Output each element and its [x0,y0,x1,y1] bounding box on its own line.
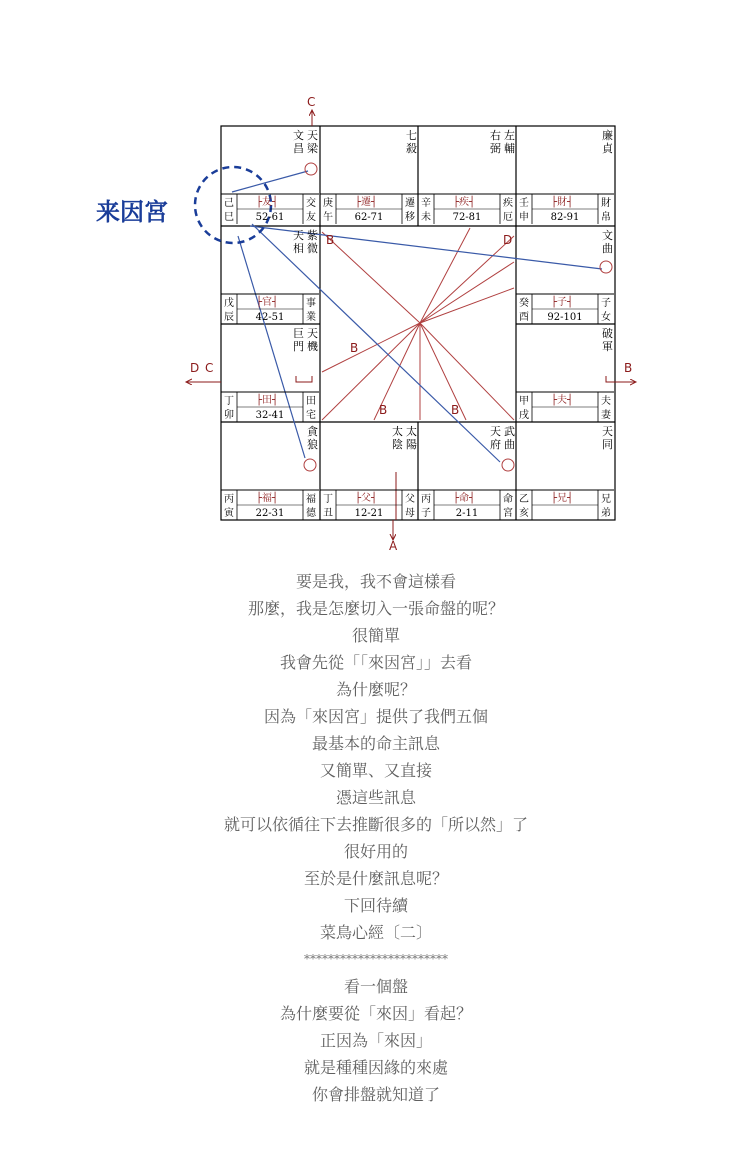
star-name-char: 狼 [307,438,318,451]
star-name-char: 太 [406,425,417,438]
star-name-char: 天 [602,425,613,438]
palace-name: ├命┤ [453,493,476,504]
star-name-char: 弼 [490,142,501,155]
palace-name: ├遷┤ [355,197,378,208]
palace-name: ├財┤ [551,197,574,208]
palace-name: ├田┤ [256,395,279,406]
palace-side-char: 事 [306,298,316,309]
palace-side-char: 宮 [503,508,513,519]
corner-mark-b: B [624,361,633,375]
text-line: 又簡單、又直接 [319,761,432,780]
palace-name: ├子┤ [551,297,574,308]
palace-side-char: 女 [601,312,611,323]
palace-stem-char: 丁 [224,396,234,407]
text-line: 就可以依循往下去推斷很多的「所以然」了 [223,815,528,834]
star-name-char: 同 [602,438,613,451]
star-name-char: 文 [602,229,613,242]
palace-stem-char: 庚 [323,198,333,209]
palace-side-char: 交 [306,198,316,209]
star-name-char: 門 [293,340,304,353]
palace-age-range: 2-11 [455,508,479,519]
palace-name: ├官┤ [256,297,279,308]
separator-stars: ************************ [304,952,448,966]
text-line: 下回待續 [343,896,408,915]
sanfang-lines [322,228,514,420]
palace-stem-char: 子 [421,508,431,519]
palace-age-range: 62-71 [354,212,384,223]
palace-stem-char: 丁 [323,494,333,505]
star-name-char: 陽 [406,438,417,451]
ziwei-chart-figure [0,0,752,560]
inner-mark-b4: B [451,403,460,417]
star-name-char: 曲 [602,242,613,255]
palace-age-range: 72-81 [452,212,482,223]
text-line: 看一個盤 [343,977,408,996]
palace-name: ├福┤ [256,493,279,504]
corner-mark-d: D [190,361,200,375]
palace-stem-char: 卯 [224,410,234,421]
palace-stem-char: 壬 [519,198,529,209]
article-body [0,568,752,1108]
text-line: 為什麼呢？ [335,680,416,699]
inner-mark-b2: B [350,341,359,355]
star-name-char: 天 [293,229,304,242]
star-name-char: 天 [490,425,501,438]
text-line: 憑這些訊息 [335,788,416,807]
corner-mark-c: C [307,95,316,109]
palace-age-range: 22-31 [255,508,285,519]
star-name-char: 曲 [504,438,515,451]
star-name-char: 輔 [504,142,515,155]
palace-side-char: 夫 [601,396,611,407]
palace-side-char: 父 [405,494,415,505]
palace-side-char: 帛 [601,212,611,223]
palace-stem-char: 戊 [224,298,234,309]
text-line: 最基本的命主訊息 [311,734,440,753]
palace-side-char: 弟 [601,508,611,519]
star-name-char: 微 [307,242,318,255]
palace-side-char: 遷 [405,198,415,209]
corner-mark-a: A [389,539,398,553]
palace-side-char: 厄 [503,212,513,223]
star-name-char: 破 [602,327,613,340]
palace-side-char: 疾 [503,198,513,209]
palace-side-char: 命 [503,494,513,505]
palace-stem-char: 酉 [519,312,529,323]
palace-age-range: 12-21 [354,508,384,519]
palace-name: ├父┤ [355,493,378,504]
palace-stem-char: 午 [323,212,333,223]
palace-side-char: 兄 [601,494,611,505]
star-name-char: 天 [307,327,318,340]
palace-stem-char: 己 [224,198,234,209]
inner-mark-b1: B [326,233,335,247]
palace-side-char: 妻 [601,410,611,421]
palace-age-range: 52-61 [255,212,285,223]
palace-stem-char: 丑 [323,508,333,519]
text-line: 為什麼要從「來因」看起？ [279,1004,472,1023]
palace-name: ├夫┤ [551,395,574,406]
palace-stem-char: 癸 [519,298,529,309]
palace-side-char: 宅 [306,410,316,421]
star-name-char: 左 [504,129,515,142]
palace-stem-char: 丙 [421,494,431,505]
palace-side-char: 移 [405,212,415,223]
palace-stem-char: 辛 [421,198,431,209]
star-name-char: 相 [293,242,304,255]
text-line: 就是種種因緣的來處 [303,1058,448,1077]
palace-age-range: 82-91 [550,212,580,223]
corner-mark-c2: C [205,361,214,375]
palace-stem-char: 甲 [519,396,529,407]
star-name-char: 巨 [293,327,304,340]
star-name-char: 天 [307,129,318,142]
palace-name: ├兄┤ [551,493,574,504]
inner-mark-d: D [503,233,513,247]
star-name-char: 昌 [293,142,304,155]
palace-stem-char: 亥 [519,508,529,519]
star-name-char: 機 [307,340,318,353]
palace-age-range: 92-101 [547,312,583,323]
star-name-char: 梁 [307,142,318,155]
palace-stem-char: 戌 [519,410,529,421]
text-line: 那麼，我是怎麼切入一張命盤的呢？ [247,599,504,618]
palace-side-char: 德 [306,508,316,519]
palace-side-char: 子 [601,298,611,309]
palace-age-range: 42-51 [255,312,285,323]
star-name-char: 右 [490,129,501,142]
palace-side-char: 母 [405,508,415,519]
star-name-char: 太 [392,425,403,438]
text-line: 要是我，我不會這樣看 [295,572,456,591]
star-name-char: 廉 [602,129,613,142]
inner-mark-b3: B [379,403,388,417]
palace-side-char: 友 [306,212,316,223]
star-name-char: 府 [490,438,501,451]
palace-stem-char: 辰 [224,312,234,323]
text-line: 很好用的 [343,842,408,861]
star-name-char: 貞 [602,142,613,155]
chart-grid [221,126,615,520]
star-name-char: 貪 [307,425,318,438]
text-line: 正因為「來因」 [319,1031,432,1050]
palace-stem-char: 巳 [224,212,234,223]
palace-stem-char: 未 [421,212,431,223]
direction-arrows [186,110,636,540]
star-name-char: 軍 [602,340,613,353]
star-name-char: 陰 [392,438,403,451]
star-name-char: 紫 [307,229,318,242]
laiyin-label: 来因宮 [96,198,168,226]
palace-side-char: 福 [306,494,316,505]
star-name-char: 七 [406,129,417,142]
text-line: 至於是什麼訊息呢？ [303,869,448,888]
palace-name: ├疾┤ [453,197,476,208]
text-line: 很簡單 [351,626,400,645]
palace-side-char: 業 [306,312,316,323]
text-line: 你會排盤就知道了 [311,1085,440,1104]
palace-stem-char: 申 [519,212,529,223]
palace-name: ├友┤ [256,197,279,208]
text-line: 菜鳥心經〔二〕 [319,923,432,942]
star-name-char: 武 [504,425,515,438]
text-line: 因為「來因宮」提供了我們五個 [263,707,488,726]
text-line: 我會先從「「來因宮」」去看 [279,653,472,672]
star-name-char: 殺 [406,142,417,155]
palace-stem-char: 乙 [519,494,529,505]
palace-stem-char: 寅 [224,508,234,519]
star-name-char: 文 [293,129,304,142]
palace-stem-char: 丙 [224,494,234,505]
palace-side-char: 田 [306,396,316,407]
palace-age-range: 32-41 [255,410,285,421]
palace-side-char: 財 [601,198,611,209]
